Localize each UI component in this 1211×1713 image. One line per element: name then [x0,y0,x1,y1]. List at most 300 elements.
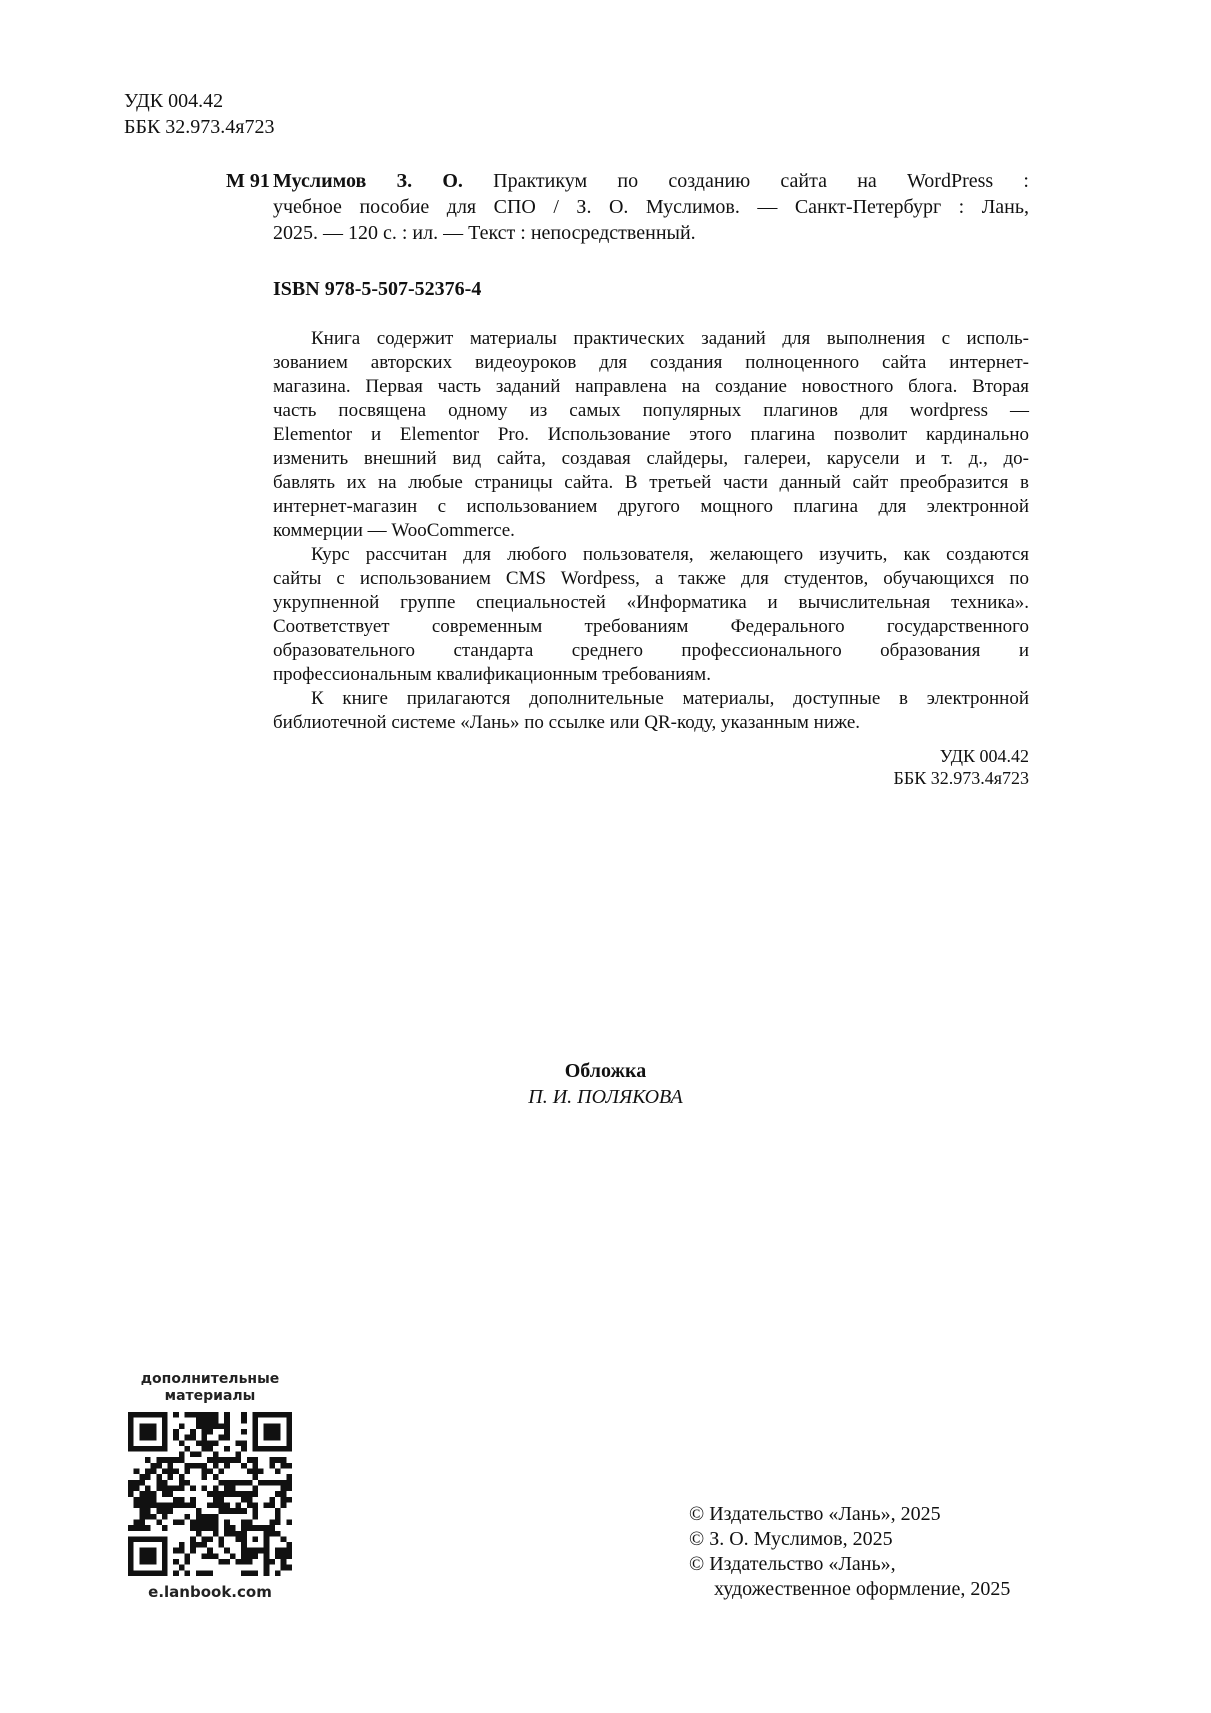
qr-module [224,1548,230,1554]
qr-module [218,1435,224,1441]
qr-module [190,1486,196,1492]
qr-module [247,1457,253,1463]
author-mark: М 91 [226,170,270,192]
qr-module [139,1435,145,1441]
copyright-line: © Издательство «Лань», 2025 [689,1503,941,1525]
qr-module [218,1542,224,1548]
qr-module [235,1457,241,1463]
qr-module [151,1548,157,1554]
qr-module [241,1548,247,1554]
qr-module [139,1570,145,1576]
qr-module [230,1486,236,1492]
qr-module [139,1536,145,1542]
qr-module [139,1559,145,1565]
qr-module [218,1491,224,1497]
qr-module [173,1429,179,1435]
qr-module [275,1491,281,1497]
annotation-line: зованием авторских видеоуроков для создания полноценного сайта интернет- [273,352,1029,373]
qr-module [275,1480,281,1486]
qr-module [162,1480,168,1486]
qr-module [207,1491,213,1497]
qr-module [207,1536,213,1542]
qr-module [134,1570,140,1576]
qr-module [281,1502,287,1508]
qr-module [264,1435,270,1441]
qr-module [286,1440,292,1446]
qr-module [202,1440,208,1446]
qr-module [179,1542,185,1548]
qr-module [168,1469,174,1475]
qr-module [145,1412,151,1418]
qr-module [224,1457,230,1463]
qr-module [196,1570,202,1576]
qr-block [126,1371,294,1601]
qr-module [286,1548,292,1554]
annotation-line: часть посвящена одному из самых популярных плагинов для wordpress — [273,400,1029,421]
qr-module [139,1553,145,1559]
qr-module [196,1440,202,1446]
qr-module [139,1429,145,1435]
qr-module [281,1412,287,1418]
qr-module [213,1491,219,1497]
qr-module [286,1553,292,1559]
qr-module [224,1531,230,1537]
qr-module [168,1474,174,1480]
qr-module [207,1525,213,1531]
qr-module [281,1559,287,1565]
qr-module [235,1491,241,1497]
qr-module [196,1514,202,1520]
qr-caption [126,1371,294,1405]
qr-module [151,1463,157,1469]
qr-module [258,1469,264,1475]
qr-module [224,1525,230,1531]
qr-module [224,1559,230,1565]
qr-module [156,1519,162,1525]
qr-module [252,1491,258,1497]
annotation-line: Elementor и Elementor Pro. Использование этого плагина позволит кардинально [273,424,1029,445]
qr-module [139,1508,145,1514]
qr-module [156,1474,162,1480]
qr-module [269,1502,275,1508]
qr-module [162,1565,168,1571]
qr-module [213,1525,219,1531]
qr-module [139,1497,145,1503]
qr-module [202,1469,208,1475]
qr-module [145,1525,151,1531]
qr-module [247,1548,253,1554]
qr-module [235,1452,241,1458]
qr-module [128,1565,134,1571]
qr-module [281,1491,287,1497]
qr-url[interactable]: e.lanbook.com [148,1583,272,1601]
qr-module [241,1542,247,1548]
qr-module [162,1429,168,1435]
qr-module [286,1423,292,1429]
qr-module [241,1440,247,1446]
qr-module [264,1429,270,1435]
annotation-classification [894,745,1029,789]
biblio-line-1 [273,168,1029,194]
qr-module [213,1502,219,1508]
qr-module [156,1457,162,1463]
qr-module [145,1570,151,1576]
qr-module [162,1525,168,1531]
qr-module [202,1446,208,1452]
qr-module [151,1502,157,1508]
qr-module [128,1542,134,1548]
qr-module [281,1553,287,1559]
qr-module [162,1491,168,1497]
qr-module [258,1480,264,1486]
qr-module [128,1525,134,1531]
qr-module [151,1412,157,1418]
qr-module [145,1491,151,1497]
qr-module [179,1480,185,1486]
qr-module [168,1502,174,1508]
qr-module [286,1497,292,1503]
qr-module [151,1491,157,1497]
udk-code: УДК 004.42 [124,90,224,112]
qr-module [162,1457,168,1463]
qr-module [202,1463,208,1469]
qr-module [281,1565,287,1571]
qr-module [151,1429,157,1435]
qr-module [156,1412,162,1418]
qr-module [185,1446,191,1452]
annotation-line: Соответствует современным требованиям Федерального государственного [273,616,1029,637]
qr-module [207,1418,213,1424]
qr-module [151,1536,157,1542]
qr-module [162,1446,168,1452]
qr-module [286,1519,292,1525]
qr-module [179,1548,185,1554]
qr-module [162,1536,168,1542]
annotation-line: профессиональным квалификационным требованиям. [273,664,711,685]
qr-module [207,1457,213,1463]
qr-module [275,1469,281,1475]
qr-module [202,1519,208,1525]
qr-module [213,1423,219,1429]
qr-module [252,1412,258,1418]
qr-module [196,1531,202,1537]
qr-module [190,1412,196,1418]
qr-module [128,1491,134,1497]
qr-module [275,1548,281,1554]
qr-module [275,1519,281,1525]
qr-module [179,1457,185,1463]
qr-module [252,1508,258,1514]
qr-module [218,1469,224,1475]
qr-module [264,1525,270,1531]
qr-module [156,1446,162,1452]
qr-module [173,1548,179,1554]
qr-module [145,1423,151,1429]
qr-module [275,1553,281,1559]
qr-module [275,1457,281,1463]
qr-module [218,1536,224,1542]
annotation [273,327,1029,735]
qr-module [134,1519,140,1525]
qr-module [235,1559,241,1565]
qr-module [264,1423,270,1429]
qr-module [185,1559,191,1565]
qr-module [134,1480,140,1486]
qr-module [275,1508,281,1514]
qr-module [134,1469,140,1475]
qr-module [162,1570,168,1576]
qr-module [224,1519,230,1525]
qr-module [224,1491,230,1497]
qr-module [156,1463,162,1469]
qr-module [241,1480,247,1486]
cover-label: Обложка [564,1060,647,1082]
qr-module [128,1440,134,1446]
qr-module [196,1412,202,1418]
qr-module [202,1435,208,1441]
qr-module [286,1474,292,1480]
qr-module [207,1446,213,1452]
qr-module [202,1542,208,1548]
qr-module [286,1542,292,1548]
qr-module [162,1435,168,1441]
qr-module [145,1502,151,1508]
qr-module [202,1525,208,1531]
qr-module [281,1548,287,1554]
qr-module [247,1570,253,1576]
qr-module [286,1429,292,1435]
qr-module [207,1514,213,1520]
annotation-line: образовательного стандарта среднего профессионального образования и [273,640,1029,661]
bbk-code: ББК 32.973.4я723 [893,768,1029,788]
qr-module [264,1536,270,1542]
qr-module [213,1418,219,1424]
annotation-line: изменить внешний вид сайта, создавая слайдеры, галереи, карусели и т. д., до- [273,448,1029,469]
qr-module [162,1553,168,1559]
qr-module [207,1469,213,1475]
qr-module [218,1423,224,1429]
qr-module [145,1559,151,1565]
qr-module [286,1480,292,1486]
qr-module [190,1536,196,1542]
qr-module [286,1412,292,1418]
qr-module [252,1536,258,1542]
qr-module [286,1446,292,1452]
qr-module [185,1480,191,1486]
qr-module [247,1502,253,1508]
qr-module [145,1457,151,1463]
qr-module [145,1508,151,1514]
qr-module [269,1457,275,1463]
qr-module [128,1423,134,1429]
qr-module [151,1469,157,1475]
annotation-line: коммерции — WooCommerce. [273,520,515,541]
qr-module [196,1418,202,1424]
qr-module [185,1514,191,1520]
qr-module [275,1514,281,1520]
qr-module [162,1508,168,1514]
qr-module [218,1457,224,1463]
qr-module [128,1570,134,1576]
qr-module [286,1435,292,1441]
qr-module [247,1491,253,1497]
qr-module [241,1418,247,1424]
qr-module [247,1559,253,1565]
qr-module [264,1548,270,1554]
qr-module [128,1480,134,1486]
qr-module [179,1440,185,1446]
qr-module [168,1491,174,1497]
qr-module [156,1508,162,1514]
qr-module [224,1423,230,1429]
qr-module [264,1480,270,1486]
qr-module [264,1446,270,1452]
qr-module [162,1423,168,1429]
qr-module [269,1429,275,1435]
qr-module [264,1412,270,1418]
annotation-line: бавлять их на любые страницы сайта. В третьей части данный сайт преобразится в [273,472,1029,493]
qr-module [275,1570,281,1576]
annotation-line: Курс рассчитан для любого пользователя, желающего изучить, как создаются [311,544,1029,565]
qr-module [252,1440,258,1446]
qr-module [258,1412,264,1418]
qr-module [241,1491,247,1497]
qr-module [252,1548,258,1554]
qr-module [286,1418,292,1424]
qr-module [145,1474,151,1480]
qr-module [173,1570,179,1576]
qr-module [252,1474,258,1480]
qr-module [185,1463,191,1469]
qr-module [275,1446,281,1452]
qr-module [139,1446,145,1452]
qr-module [156,1536,162,1542]
qr-module [162,1469,168,1475]
bbk-code: ББК 32.973.4я723 [124,116,275,138]
qr-module [207,1553,213,1559]
qr-module [241,1525,247,1531]
qr-module [264,1542,270,1548]
biblio-line-2: учебное пособие для СПО / З. О. Муслимов. — Санкт-Петербург : Лань, [273,196,1029,218]
qr-module [202,1486,208,1492]
qr-module [134,1486,140,1492]
qr-module [139,1519,145,1525]
qr-module [139,1514,145,1520]
qr-module [168,1457,174,1463]
qr-module [190,1502,196,1508]
qr-module [241,1531,247,1537]
qr-module [162,1440,168,1446]
qr-module [218,1480,224,1486]
qr-module [247,1469,253,1475]
qr-module [134,1525,140,1531]
qr-caption-line: дополнительные [140,1371,280,1387]
qr-module [207,1412,213,1418]
qr-module [224,1446,230,1452]
qr-module [202,1570,208,1576]
qr-module [179,1519,185,1525]
qr-module [269,1435,275,1441]
qr-module [269,1559,275,1565]
qr-module [145,1486,151,1492]
author-name: Муслимов З. О. [273,170,463,192]
qr-module [252,1469,258,1475]
qr-module [264,1559,270,1565]
qr-module [235,1480,241,1486]
qr-module [230,1525,236,1531]
qr-module [224,1463,230,1469]
qr-module [213,1412,219,1418]
qr-module [162,1486,168,1492]
qr-module [235,1536,241,1542]
qr-module [275,1412,281,1418]
qr-module [139,1502,145,1508]
qr-module [213,1457,219,1463]
qr-module [173,1469,179,1475]
qr-module [241,1536,247,1542]
qr-module [185,1553,191,1559]
qr-module [281,1446,287,1452]
qr-module [241,1570,247,1576]
qr-module [224,1508,230,1514]
qr-module [190,1497,196,1503]
qr-module [190,1519,196,1525]
qr-module [128,1536,134,1542]
top-classification [124,88,275,140]
qr-module [202,1423,208,1429]
qr-module [252,1486,258,1492]
qr-module [286,1565,292,1571]
qr-module [230,1457,236,1463]
qr-module [258,1525,264,1531]
qr-module [151,1446,157,1452]
qr-module [213,1452,219,1458]
qr-module [264,1565,270,1571]
qr-module [196,1542,202,1548]
qr-module [151,1435,157,1441]
book-title: Практикум по созданию сайта на WordPress : [493,170,1029,192]
qr-module [134,1497,140,1503]
qr-module [241,1553,247,1559]
qr-module [269,1497,275,1503]
qr-code-icon[interactable] [128,1412,292,1576]
qr-module [269,1519,275,1525]
qr-module [202,1536,208,1542]
qr-module [156,1570,162,1576]
qr-module [218,1508,224,1514]
qr-module [168,1463,174,1469]
cover-designer: П. И. ПОЛЯКОВА [528,1086,683,1108]
qr-module [139,1423,145,1429]
qr-module [281,1497,287,1503]
qr-module [173,1497,179,1503]
qr-module [128,1429,134,1435]
qr-module [241,1463,247,1469]
qr-module [264,1553,270,1559]
qr-module [128,1548,134,1554]
qr-module [269,1423,275,1429]
qr-module [230,1531,236,1537]
qr-module [213,1514,219,1520]
qr-module [269,1463,275,1469]
qr-module [190,1435,196,1441]
qr-module [185,1412,191,1418]
qr-module [128,1446,134,1452]
qr-module [162,1412,168,1418]
qr-module [241,1446,247,1452]
qr-module [281,1457,287,1463]
qr-module [224,1480,230,1486]
